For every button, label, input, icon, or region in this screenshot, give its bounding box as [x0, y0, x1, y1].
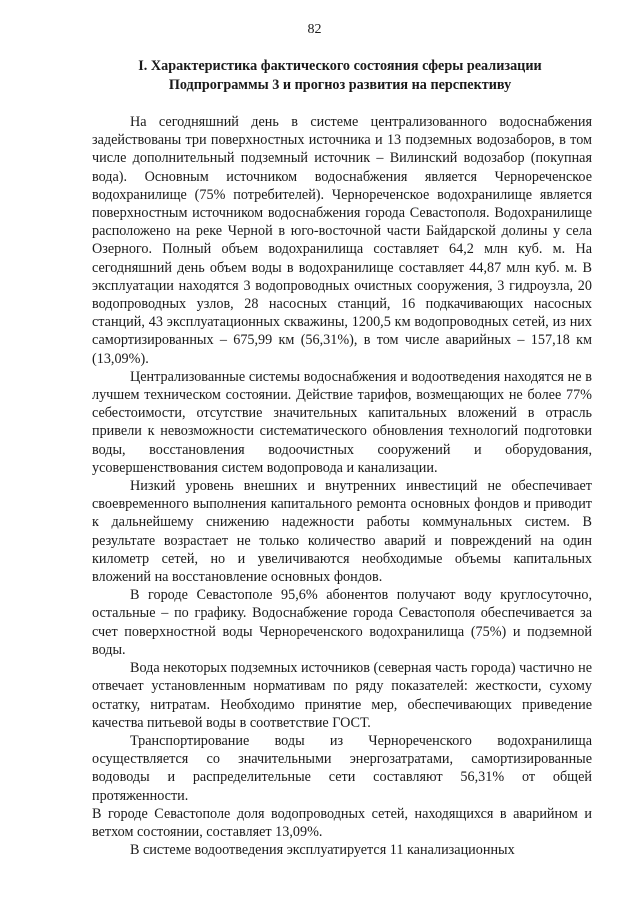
- section-heading: [92, 57, 588, 95]
- paragraph-supply-schedule: В городе Севастополе 95,6% абонентов получают воду круглосуточно, остальные – по графику. Водоснабжение города Севастополя обеспечивается за счет поверхностной воды Чернореченского водохранилища (75%) и подземной воды.: [92, 587, 592, 658]
- paragraph-emergency-share: В городе Севастополе доля водопроводных сетей, находящихся в аварийном и ветхом состоянии, составляет 13,09%.: [92, 805, 592, 840]
- paragraph-transport: Транспортирование воды из Чернореченского водохранилища осуществляется со значительными энергозатратами, самортизированные водоводы и распределительные сети составляют 56,31% от общей протяженности.: [92, 732, 592, 804]
- paragraph-water-quality: Вода некоторых подземных источников (северная часть города) частично не отвечает установленным нормативам по ряду показателей: жесткости, сухому остатку, нитратам. Необходимо принятие мер, обеспечивающих приведение качества питьевой воды в соответствие ГОСТ.: [92, 660, 592, 731]
- paragraph-technical-state: Централизованные системы водоснабжения и водоотведения находятся не в лучшем техническом состоянии. Действие тарифов, возмещающих не более 77% себестоимости, отсутствие значительных капитальных вложений в отрасль привели к невозможности систематического обновления технологий подготовки воды, восстановления водоочистных сооружений и оборудования, усовершенствования систем водопровода и канализации.: [92, 368, 592, 476]
- body-text: [92, 113, 592, 859]
- paragraph-water-sources: На сегодняшний день в системе централизованного водоснабжения задействованы три поверхностных источника и 13 подземных водозаборов, в том числе дополнительный подземный источник – Вилинский водозабор (покупная вода). Основным источником водоснабжения является Чернореченское водохранилище (75% потребителей). Чернореченское водохранилище является поверхностным источником водоснабжения города Севастополя. Водохранилище расположено на реке Черной в юго-восточной части Байдарской долины у села Озерного. Полный объем водохранилища составляет 64,2 млн куб. м. На сегодняшний день объем воды в водохранилище составляет 44,87 млн куб. м. В эксплуатации находятся 3 водопроводных очистных сооружения, 3 гидроузла, 20 водопроводных узлов, 28 насосных станций, 16 подкачивающих насосных станций, 43 эксплуатационных скважины, 1200,5 км водопроводных сетей, из них самортизированных – 675,99 км (56,31%), в том числе аварийных – 157,18 км (13,09%).: [92, 114, 592, 367]
- page-number: 82: [307, 22, 322, 37]
- section-heading-line-2: Подпрограммы 3 и прогноз развития на перспективу: [168, 77, 512, 93]
- section-heading-line-1: I. Характеристика фактического состояния сферы реализации: [138, 58, 542, 74]
- paragraph-sewerage: В системе водоотведения эксплуатируется 11 канализационных: [130, 842, 515, 859]
- paragraph-investments: Низкий уровень внешних и внутренних инвестиций не обеспечивает своевременного выполнения капитального ремонта основных фондов и приводит к дальнейшему снижению надежности работы коммунальных систем. В результате возрастает не только количество аварий и повреждений на один километр сетей, но и увеличиваются необходимые объемы капитальных вложений на восстановление основных фондов.: [92, 478, 592, 586]
